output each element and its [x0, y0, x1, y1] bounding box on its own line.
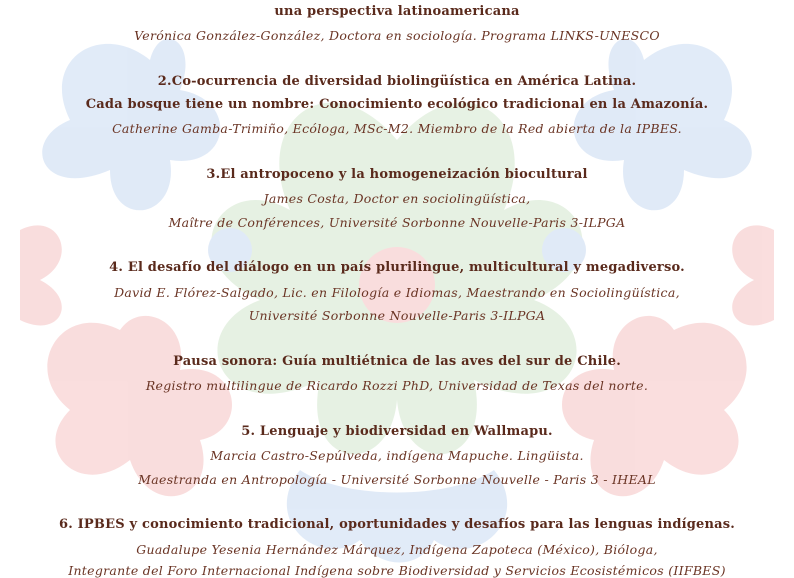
item-6-speaker: Guadalupe Yesenia Hernández Márquez, Indígena Zapoteca (México), Bióloga, — [136, 542, 658, 557]
item-2-speaker: Catherine Gamba-Trimiño, Ecóloga, MSc-M2. Miembro de la Red abierta de la IPBES. — [112, 121, 682, 136]
item-5-affiliation: Maestranda en Antropología - Université Sorbonne Nouvelle - Paris 3 - IHEAL — [138, 472, 656, 487]
item-3-affiliation: Maître de Conférences, Université Sorbonne Nouvelle-Paris 3-ILPGA — [168, 215, 626, 230]
item-3-title: 3.El antropoceno y la homogeneización biocultural — [206, 167, 588, 182]
item-4-title: 4. El desafío del diálogo en un país plurilingue, multicultural y megadiverso. — [109, 260, 685, 275]
item-4-speaker: David E. Flórez-Salgado, Lic. en Filología e Idiomas, Maestrando en Sociolingüística, — [114, 285, 680, 300]
item-2-subtitle: Cada bosque tiene un nombre: Conocimiento ecológico tradicional en la Amazonía. — [85, 97, 709, 112]
item-6-affiliation: Integrante del Foro Internacional Indígena sobre Biodiversidad y Servicios Ecosistémicos (IIFBES) — [68, 563, 726, 578]
pause-title: Pausa sonora: Guía multiétnica de las aves del sur de Chile. — [173, 354, 621, 369]
pause-credit: Registro multilingue de Ricardo Rozzi PhD, Universidad de Texas del norte. — [145, 378, 649, 393]
item-3-speaker: James Costa, Doctor en sociolingüística, — [263, 191, 531, 206]
item-6-title: 6. IPBES y conocimiento tradicional, oportunidades y desafíos para las lenguas indígenas. — [58, 517, 736, 532]
item-5-speaker: Marcia Castro-Sepúlveda, indígena Mapuche. Lingüista. — [210, 448, 584, 463]
item-4-affiliation: Université Sorbonne Nouvelle-Paris 3-ILPGA — [248, 308, 546, 323]
item-2-title: 2.Co-ocurrencia de diversidad biolingüística en América Latina. — [157, 74, 637, 89]
item-5-title: 5. Lenguaje y biodiversidad en Wallmapu. — [241, 424, 553, 439]
item-1-title: una perspectiva latinoamericana — [274, 4, 520, 19]
item-1-speaker: Verónica González-González, Doctora en sociología. Programa LINKS-UNESCO — [134, 28, 660, 43]
